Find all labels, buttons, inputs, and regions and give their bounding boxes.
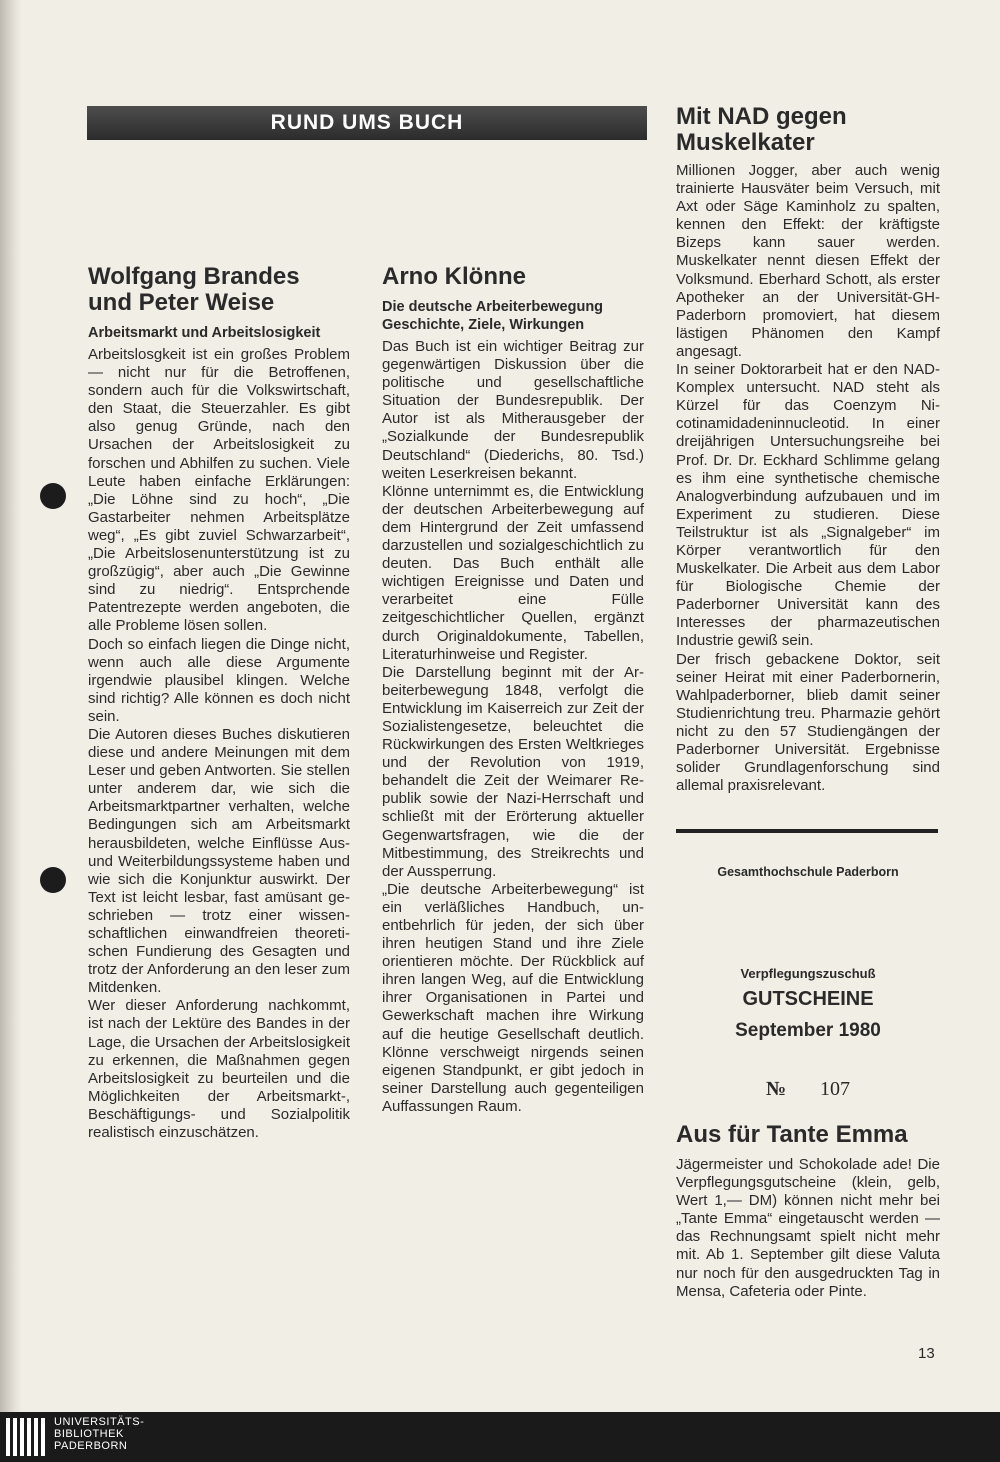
library-name-line: BIBLIOTHEK xyxy=(54,1428,124,1440)
article-paragraph: Doch so einfach liegen die Dinge nicht, wenn auch alle diese Argumente irgendwie plausibel klingen. Welche sind richtig? Alle können es doch nicht sein. xyxy=(88,635,350,725)
article-headline: Aus für Tante Emma xyxy=(676,1121,908,1148)
article-author: Wolfgang Brandes und Peter Weise xyxy=(88,263,300,316)
coupon-date: September 1980 xyxy=(735,1020,881,1041)
article-muskelkater xyxy=(676,104,940,795)
article-paragraph: Die Darstellung beginnt mit der Arbeiterbewegung 1848, verfolgt die Entwicklung im Kaiserreich zur Zeit der Sozialistengesetze, beleuchtet die Rückwirkungen des Ersten Weltkrieges und der Revolution von 1919, behandelt die Zeit der Weimarer Republik sowie der Nazi-Herrschaft und schließt mit der Erörterung aktueller Gegenwartsfragen, wie die der Mitbestimmung, des Streikrechts und der Aussperrung. xyxy=(382,663,644,880)
library-logo-icon xyxy=(2,1414,46,1460)
article-author: Arno Klönne xyxy=(382,263,526,290)
article-paragraph: Die Autoren dieses Buches diskutieren diese und andere Meinungen mit dem Leser und geben Antworten. Sie stellen unter anderem dar, wie sich die Arbeitsmarktpartner verhalten, welche Bedingungen sich am Arbeitsmarkt herausbildeten, welche Einflüsse Aus- und Weiterbildungssysteme haben und wie sich die Konjunktur auswirkt. Der Text ist leicht lesbar, fast amüsant geschrieben — trotz einer wissenschaftlichen einwandfreien theoretischen Fundierung des Gesagten und trotz der Anforderung an den leser zum Mitdenken. xyxy=(88,725,350,997)
article-arbeiterbewegung xyxy=(382,264,644,1116)
article-paragraph: In seiner Doktorarbeit hat er den NAD-Komplex untersucht. NAD steht als Kürzel für das Coenzym Nicotinamidadeninnucleotid. In einer dreijährigen Untersuchungsreihe bei Prof. Dr. Dr. Eckhard Schlimme gelang es ihm eine synthetische chemische Analogverbindung aufzubauen und im Experiment zu studieren. Diese Teilstruktur ist als „Signalgeber“ im Körper verantwortlich für den Muskelkater. Die Arbeit aus dem Labor für Biologische Chemie der Paderborner Universität kann des Interesses der pharmazeutischen Industrie gewiß sein. xyxy=(676,361,940,650)
section-banner: RUND UMS BUCH xyxy=(87,106,647,140)
article-paragraph: Klönne unternimmt es, die Entwicklung der deutschen Arbeiterbewegung auf dem Hintergrund der Zeit umfassend darzustellen und sozialgeschichtlich zu deuten. Das Buch enthält alle wichtigen Ereignisse und Daten und verarbeitet eine Fülle zeitgeschichtlicher Quellen, ergänzt durch Originaldokumente, Tabellen, Literaturhinweise und Register. xyxy=(382,482,644,663)
article-paragraph: Arbeitslosgkeit ist ein großes Problem — nicht nur für die Betroffenen, sondern auch für die Volkswirtschaft, den Staat, die Steuerzahler. Es gibt also genug Gründe, nach den Ursachen der Arbeitslosigkeit zu forschen und Abhilfen zu suchen. Viele Leute haben einfache Erklärungen: „Die Löhne sind zu hoch“, „Die Gastarbeiter nehmen Arbeitsplätze weg“, „Es gibt zuviel Schwarzarbeit“, „Die Arbeitslosenunterstützung ist zu großzügig“, aber auch „Die Gewinne sind zu niedrig“. Entsprchende Patentrezepte werden angeboten, die alle Probleme lösen sollen. xyxy=(88,346,350,635)
article-tante-emma xyxy=(676,1122,940,1301)
numero-sign: № xyxy=(765,1078,787,1100)
article-arbeitsmarkt xyxy=(88,264,350,1142)
article-paragraph: Das Buch ist ein wichtiger Beitrag zur gegenwärtigen Diskussion über die politische und gesellschaftliche Situation der Bundesrepublik. Der Autor ist als Mitherausgeber der „Sozialkunde der Bundesrepublik Deutschland“ (Diederichs, 80. Tsd.) weiten Leserkreisen bekannt. xyxy=(382,338,644,482)
library-footer xyxy=(0,1412,1000,1462)
article-paragraph: Millionen Jogger, aber auch wenig trainierte Hausväter beim Versuch, mit Axt oder Säge Kaminholz zu spalten, kennen den Effekt: der kräftigste Bizeps kann sauer werden. Muskelkater nennt diesen Effekt der Volksmund. Eberhard Schott, als erster Apotheker an der Universität-GH-Paderborn promoviert, hat diesem lästigen Phänomen den Kampf angesagt. xyxy=(676,162,940,360)
punch-hole-bottom xyxy=(40,867,66,893)
article-book-title: Arbeitsmarkt und Arbeitslosigkeit xyxy=(88,325,321,341)
article-paragraph: „Die deutsche Arbeiterbewegung“ ist ein verläßliches Handbuch, unentbehrlich für jeden, der sich über ihren heutigen Stand und ihre Ziele orientieren möchte. Der Rückblick auf ihren langen Weg, auf die Entwicklung ihrer Organisationen in Partei und Gewerkschaft machen ihre Wirkung auf die heutige Gesellschaft deutlich. Klönne verschweigt nirgends seinen eigenen Standpunkt, er gibt jedoch in seiner Darstellung auch gegenteiligen Auffassungen Raum. xyxy=(382,880,644,1115)
coupon-subtitle: Verpflegungszuschuß xyxy=(740,966,876,981)
punch-hole-top xyxy=(40,483,66,509)
article-book-title: Die deutsche Arbeiterbewegung Geschichte, Ziele, Wirkungen xyxy=(382,299,604,333)
coupon-title: GUTSCHEINE xyxy=(742,988,874,1010)
coupon-divider-rule xyxy=(676,829,938,833)
article-paragraph: Jägermeister und Schokolade ade! Die Verpflegungsgutscheine (klein, gelb, Wert 1,— DM) können nicht mehr bei „Tante Emma“ eingetauscht werden — das Rechnungsamt spielt nicht mehr mit. Ab 1. September gilt diese Valuta nur noch für den ausgedruckten Tag in Mensa, Cafeteria oder Pinte. xyxy=(676,1156,940,1300)
library-name-line: PADERBORN xyxy=(54,1440,128,1452)
article-headline: Mit NAD gegen Muskelkater xyxy=(676,103,847,156)
page-number: 13 xyxy=(918,1345,935,1362)
coupon-number xyxy=(676,1078,940,1101)
coupon-issuer: Gesamthochschule Paderborn xyxy=(717,865,899,879)
library-name-line: UNIVERSITÄTS- xyxy=(54,1416,145,1428)
coupon-number-value: 107 xyxy=(820,1078,851,1100)
library-logo-text xyxy=(54,1416,144,1452)
article-paragraph: Der frisch gebackene Doktor, seit seiner Heirat mit einer Paderbornerin, Wahlpaderborner, blieb damit seiner Studienrichtung treu. Pharmazie gehört nicht zu den 57 Studiengängen der Paderborner Universität. Ergebnisse solider Grundlagenforschung sind allemal praxisrelevant. xyxy=(676,650,940,795)
page-fold-shadow xyxy=(0,0,22,1412)
article-paragraph: Wer dieser Anforderung nachkommt, ist nach der Lektüre des Bandes in der Lage, die Ursachen der Arbeitslosigkeit zu erkennen, die Maßnahmen gegen Arbeitslosigkeit zu beurteilen und die Möglichkeiten der Arbeitsmarkt-, Beschäftigungs- und Sozialpolitik realistisch einzuschätzen. xyxy=(88,997,350,1142)
